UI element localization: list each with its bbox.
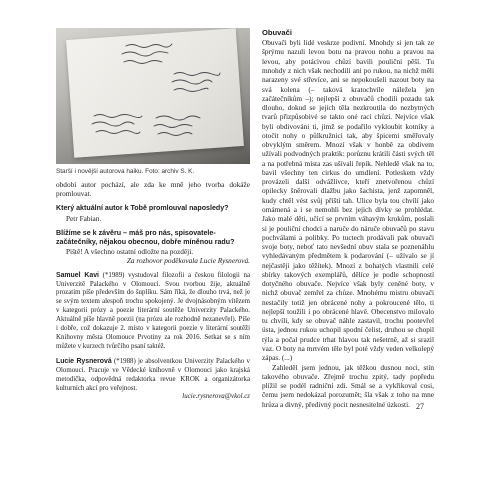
bio-2-text: (*1988) je absolventkou Univerzity Palackého v Olomouci. Pracuje ve Vědecké knihovně v Olomouci jako krajská metodička, odpovědná redaktorka revue KROK a organizátorka kulturních akcí pro veřejnost. (56, 357, 250, 392)
left-column (56, 28, 250, 402)
story-paragraph-2: Zahleděl jsem jednou, jak těžkou dusnou noci, stín takového obuvače. Zřejmě trochu zpitý, tady popředu plížil se podél radniční zdi. Smál se a vykřikoval cosi, čemu jsem nedokázal porozumět; šla však z toho na mne hrůza a divný, předivný pocit nesnesitelné úzkosti. (262, 362, 434, 409)
right-column (262, 28, 434, 409)
story-heading: Obuvači (262, 28, 292, 37)
answer-2: Piště! A všechno ostatní odložte na později. (66, 247, 194, 257)
photo-caption: Starší i novější autorova haiku. Foto: archiv S. K. (56, 168, 195, 175)
answer-1: Petr Fabian. (66, 213, 102, 223)
question-2: Blížíme se k závěru – máš pro nás, spisovatele-začátečníky, nějakou obecnou, dobře míněnou radu? (56, 228, 235, 247)
intro-paragraph: období autor pochází, ale zda ke mně jeho tvorba dokáže promlouvat. (56, 180, 250, 199)
bio-1-text: (*1989) vystudoval filozofii a českou filologii na Univerzitě Palackého v Olomouci. Svou tvorbou žije, aktuálně prozatím píše především do šuplíku. Sám říká, že dlouho trvá, než je se svým textem alespoň trochu spokojený. Je dvojnásobným vítězem v kategorii prózy a poezie literární soutěže Univerzity Palackého. Aktuálně píše hlavně poezii (na prózu ale rozhodně nezanevřel). Píše i dobře, což dokazuje 2. místo v kategorii poezie v literární soutěži Knihovny města Olomouce Prvotiny za rok 2016. Setkat se s ním můžete v kurzech tvůrčího psaní taktéž. (56, 271, 251, 350)
bio-lucie-rysnerova (56, 358, 250, 394)
bio-samuel-kavi (56, 272, 250, 352)
haiku-photo (56, 28, 250, 164)
story-paragraph-1: Obuvači byli lidé veskrze podivní. Mnohdy si jen tak ze šprýmu nazuli levou botu na pravou nohu a pravou na levou, aby potácivou chůzí bavili pouliční pěší. Tu mnohdy z nich však nechodili ani po rukou, na nichž měli narazeny své střevíce, ani se nepokoušeli nazout boty na svá kolena (– taková kratochvíle náležela jen začátečníkům –); nejlepší z obuvačů chodili pozadu tak dlouho, dokud se jejich těla nezkroutila do nezbytných tvarů přizpůsobivé se takto oné rací chůzi. Nejvíce však byli obdivováni ti, jimž se podařilo vykloubit kotníky a otočit nohy o půlkružnici tak, aby špicemi směřovaly obvyklým směrem. Mnozí však v honbě za obdivem užívali podvodných praktik: porůznu krátili části svých těl a na potřebná místa zas ušívali řepík. Nehledě však na to, bavil všechny ten cirkus do umdlení. Potleskem vždy provázeli další odvážlivce, kteří znetvořenou chůzí opilecky šněrovali dlažbu jako šachista, jenž zapomněl, kudy chtěl vést svůj příští tah. Ulice byla tou chvílí jako omámená a i se nemohli bez jejich dívky se prohlédat. Jako malé děti, učící se prvním váhavým krokům, poslali si je pouliční chodci a naruče do náruče obuvačů po stavu pochválami a polibky. Po tuctech prodávali pak obuvači svoje boty, neboť tato nevšední obuv stala se poznenáhlu vyhledávaným předmětem k podarování (– užívalo se jí nejčastěji jako těžítek). Mnozí z bohatých vlastnili celé sbírky takových exemplářů, dělíce je podle schopností dotyčného obuvače. Nejvíce však byly ceněné boty, v nichž obuvač zemřel za chůze. Mnohému mistru obuvači nestačily totiž jen obrácené nohy a pokroucené tělo, ti nejlepší toužili i po obrácené hlavě. Obecenstvo milovalo tu chvíli, kdy se obuvač náhle zastavil, trochu pootevřel ústa, jednou rukou uchopil spodní čelist, druhou se chopil týla a počal prudce trhat hlavou tak nešetrně, až si srazil vaz. O boty na mrtvém těle byl poté vždy veden velkolepý zápas. (...) (262, 38, 434, 363)
bio-2-name: Lucie Rysnerová (56, 357, 112, 365)
bio-1-name: Samuel Kavi (56, 271, 99, 279)
page-number: 27 (416, 402, 424, 411)
author-email: lucie.rysnerova@vkol.cz (182, 393, 250, 401)
interview-signature: Za rozhovor poděkovala Lucie Rysnerová. (126, 256, 250, 266)
question-1: Který aktuální autor k Tobě promlouval naposledy? (56, 204, 229, 213)
handwriting-scribbles (56, 28, 250, 164)
